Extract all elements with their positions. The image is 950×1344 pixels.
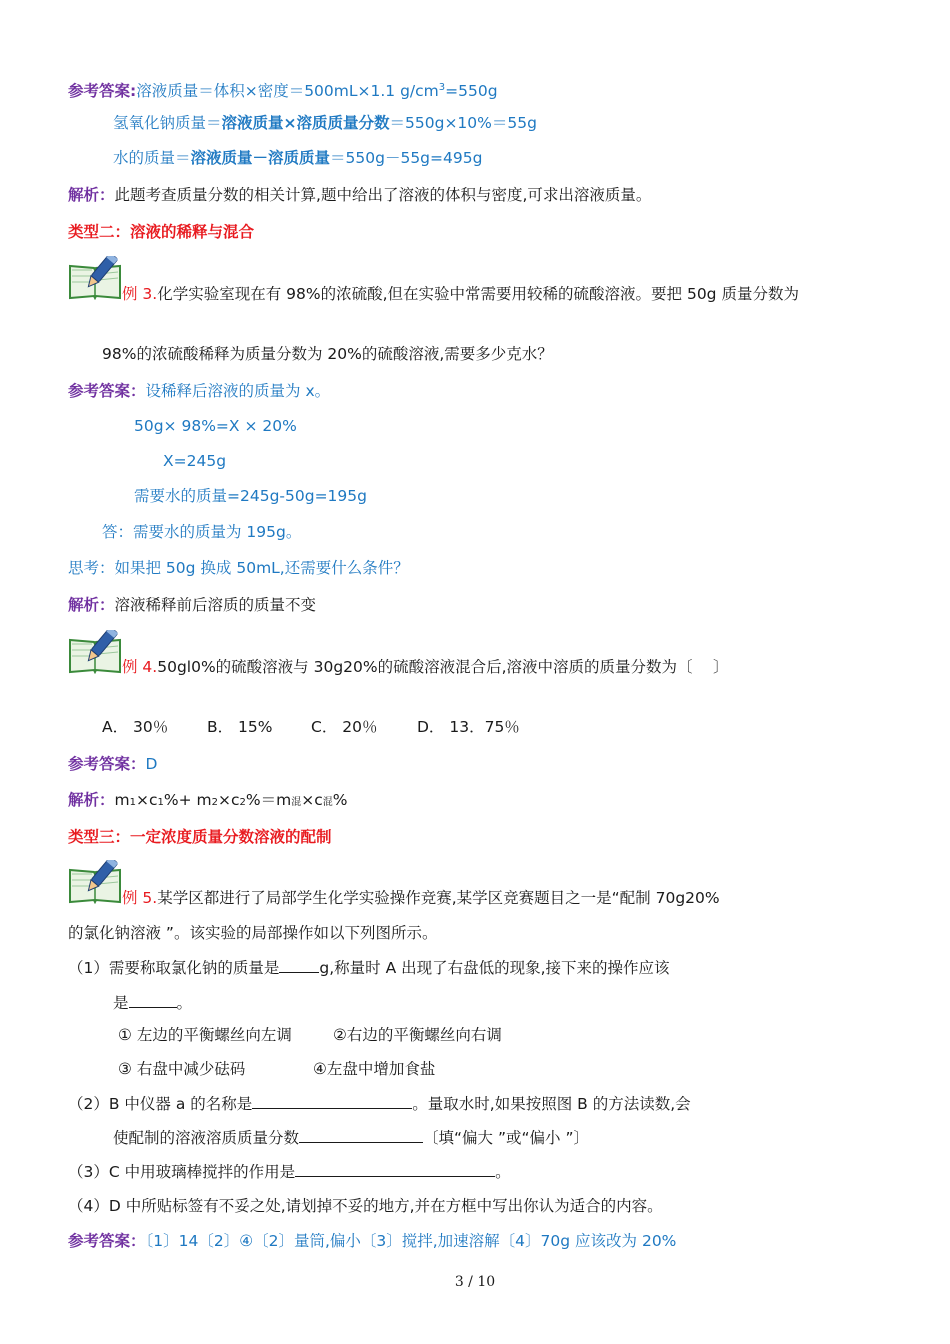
analysis-text: 溶液稀释前后溶质的质量不变	[114, 596, 317, 614]
example-3-answer-line-4: 需要水的质量=245g-50g=195g	[134, 487, 367, 505]
example-number: 例 3.	[122, 285, 158, 303]
notebook-pen-icon	[68, 256, 122, 300]
formula-part: ×c	[136, 791, 158, 809]
subscript: 混	[291, 797, 302, 808]
option-c: C． 20％	[311, 718, 378, 736]
option-a: A． 30％	[102, 718, 169, 736]
page-number: 3 / 10	[454, 1274, 496, 1290]
subscript: 混	[322, 797, 333, 808]
answer-label: 参考答案：	[68, 1232, 146, 1250]
example-5-answer	[68, 1231, 676, 1251]
formula-part: %＝m	[245, 791, 292, 809]
answer-blank[interactable]	[129, 993, 177, 1008]
example-3-answer-line-1	[68, 381, 330, 401]
text: ＝550g－55g=495g	[330, 149, 483, 167]
answer-label: 参考答案:	[68, 82, 137, 100]
answer-text: 设稀释后溶液的质量为 x。	[145, 382, 331, 400]
option-b: B． 15%	[207, 718, 273, 736]
text-bold: 溶液质量×溶质质量分数	[221, 114, 390, 132]
option-2: ②右边的平衡螺丝向右调	[333, 1026, 502, 1044]
example-5-line-2: 的氯化钠溶液 ”。该实验的局部操作如以下列图所示。	[68, 924, 438, 942]
example-5-line-1	[122, 888, 720, 908]
notebook-pen-icon	[68, 630, 122, 674]
analysis-label: 解析：	[68, 186, 115, 204]
answer-blank[interactable]	[299, 1128, 423, 1143]
superscript: 3	[438, 82, 446, 93]
example-3-line-2: 98%的浓硫酸稀释为质量分数为 20%的硫酸溶液,需要多少克水？	[102, 345, 553, 363]
option-d: D． 13．75％	[417, 718, 520, 736]
answer-label: 参考答案：	[68, 382, 146, 400]
answer-text: 〔1〕14〔2〕④〔2〕量筒,偏小〔3〕搅拌,加速溶解〔4〕70g 应该改为 20%	[145, 1232, 677, 1250]
question-text: 使配制的溶液溶质质量分数	[113, 1129, 300, 1147]
question-text: 50gl0%的硫酸溶液与 30g20%的硫酸溶液混合后,溶液中溶质的质量分数为〔 〕	[157, 658, 729, 676]
question-4: （4）D 中所贴标签有不妥之处,请划掉不妥的地方,并在方框中写出你认为适合的内容。	[68, 1197, 663, 1215]
answer-blank[interactable]	[295, 1162, 495, 1177]
option-3: ③ 右盘中减少砝码	[118, 1060, 246, 1078]
example-4-answer	[68, 754, 157, 774]
analysis-line-1	[68, 185, 651, 205]
example-3-line-1	[122, 284, 799, 304]
answer-line-3	[113, 148, 482, 168]
example-3-answer-line-2: 50g× 98%=X × 20%	[134, 417, 297, 435]
question-text: （2）B 中仪器 a 的名称是	[68, 1095, 253, 1113]
notebook-pen-icon	[68, 860, 122, 904]
answer-text: D	[145, 755, 158, 773]
subscript: 2	[239, 797, 246, 808]
example-4-analysis	[68, 790, 347, 813]
question-1-line-1	[68, 958, 670, 978]
question-text: （1）需要称取氯化钠的质量是	[68, 959, 280, 977]
example-4-line-1	[122, 657, 728, 677]
question-text: 化学实验室现在有 98%的浓硫酸,但在实验中常需要用较稀的硫酸溶液。要把 50g 质量分数为	[157, 285, 799, 303]
question-text: （3）C 中用玻璃棒搅拌的作用是	[68, 1163, 296, 1181]
question-text: 是	[113, 994, 129, 1012]
question-text: 〔填“偏大 ”或“偏小 ”〕	[423, 1129, 589, 1147]
answer-text: =550g	[445, 82, 498, 100]
formula-part: ×c	[218, 791, 240, 809]
text: 水的质量＝	[113, 149, 191, 167]
question-text: 。	[176, 994, 193, 1012]
question-2-line-2	[113, 1128, 589, 1148]
section-title-type2: 类型二：溶液的稀释与混合	[68, 223, 255, 241]
question-1-line-2	[113, 993, 192, 1013]
question-text: 。量取水时,如果按照图 B 的方法读数,会	[412, 1095, 691, 1113]
text: 氢氧化钠质量＝	[113, 114, 222, 132]
text: ＝550g×10%＝55g	[389, 114, 537, 132]
example-3-answer-line-3: X=245g	[163, 452, 227, 470]
question-text: g,称量时 A 出现了右盘低的现象,接下来的操作应该	[319, 959, 670, 977]
analysis-label: 解析：	[68, 791, 115, 809]
option-1: ① 左边的平衡螺丝向左调	[118, 1026, 292, 1044]
subscript: 1	[157, 797, 164, 808]
example-3-think: 思考：如果把 50g 换成 50mL,还需要什么条件？	[68, 559, 409, 577]
answer-label: 参考答案：	[68, 755, 146, 773]
subscript: 1	[129, 797, 136, 808]
section-title-type3: 类型三：一定浓度质量分数溶液的配制	[68, 828, 332, 846]
subscript: 2	[211, 797, 219, 808]
question-3	[68, 1162, 511, 1182]
question-text: 某学区都进行了局部学生化学实验操作竞赛,某学区竞赛题目之一是“配制 70g20%	[157, 889, 720, 907]
answer-line-2	[113, 113, 537, 133]
example-number: 例 5.	[122, 889, 158, 907]
answer-text: 溶液质量＝体积×密度＝500mL×1.1 g/cm	[136, 82, 439, 100]
example-number: 例 4.	[122, 658, 158, 676]
formula-part: %	[332, 791, 348, 809]
example-3-answer-line-5: 答：需要水的质量为 195g。	[102, 523, 302, 541]
option-4: ④左盘中增加食盐	[313, 1060, 436, 1078]
formula-part: ×c	[301, 791, 323, 809]
answer-blank[interactable]	[252, 1094, 412, 1109]
formula-part: %+ m	[163, 791, 212, 809]
analysis-text: 此题考查质量分数的相关计算,题中给出了溶液的体积与密度,可求出溶液质量。	[114, 186, 652, 204]
text-bold: 溶液质量－溶质质量	[190, 149, 331, 167]
formula-part: m	[114, 791, 130, 809]
answer-line-1	[68, 78, 498, 101]
answer-blank[interactable]	[279, 958, 319, 973]
example-3-analysis	[68, 595, 316, 615]
analysis-label: 解析：	[68, 596, 115, 614]
question-text: 。	[495, 1163, 511, 1181]
question-2-line-1	[68, 1094, 691, 1114]
